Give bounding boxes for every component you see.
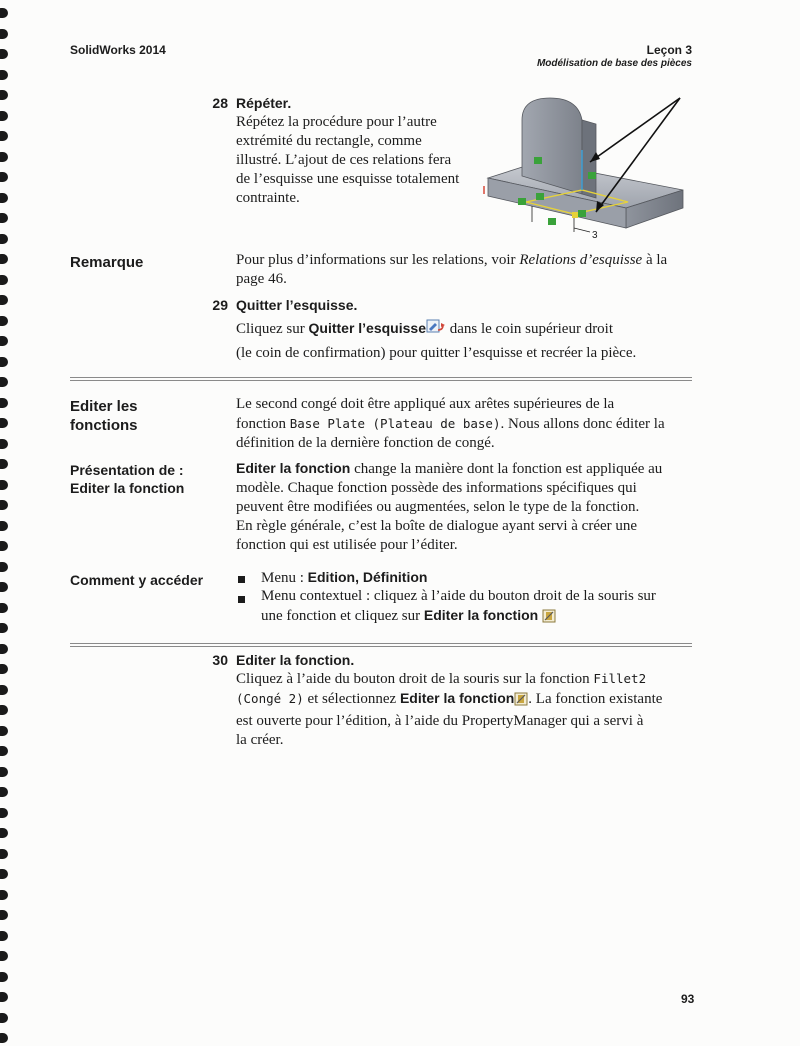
- paragraph-line-post: change la manière dont la fonction est appliquée au: [350, 461, 663, 477]
- binding-ring: [0, 234, 8, 244]
- menu-path-edition-definition: Edition, Définition: [307, 569, 428, 585]
- binding-ring: [0, 746, 8, 756]
- step-30-line: la créer.: [236, 732, 284, 748]
- binding-ring: [0, 357, 8, 367]
- binding-ring: [0, 603, 8, 613]
- binding-ring: [0, 644, 8, 654]
- step-28-line: de l’esquisse une esquisse totalement: [236, 171, 460, 187]
- presentation-label-line: Présentation de :: [70, 462, 184, 478]
- binding-ring: [0, 849, 8, 859]
- section-divider: [70, 377, 692, 381]
- binding-ring: [0, 70, 8, 80]
- presentation-label: [70, 461, 184, 497]
- bullet: [238, 596, 245, 603]
- quitter-esquisse-label: Quitter l’esquisse: [308, 320, 426, 336]
- section-title-line: fonctions: [70, 417, 138, 434]
- remarque-text: [236, 251, 696, 289]
- step-28-number: 28: [212, 95, 228, 111]
- step-29-line2: (le coin de confirmation) pour quitter l’esquisse et recréer la pièce.: [236, 345, 637, 361]
- binding-ring: [0, 480, 8, 490]
- binding-ring: [0, 111, 8, 121]
- remarque-text-line2: page 46.: [236, 271, 287, 287]
- binding-ring: [0, 787, 8, 797]
- binding-ring: [0, 623, 8, 633]
- access-label: Comment y accéder: [70, 572, 204, 588]
- editer-fonctions-text: [236, 395, 696, 453]
- binding-ring: [0, 275, 8, 285]
- step-29-title: Quitter l’esquisse.: [236, 297, 358, 313]
- step-30-title: Editer la fonction.: [236, 652, 355, 668]
- remarque-text-post: à la: [642, 252, 668, 268]
- binding-ring: [0, 213, 8, 223]
- binding-ring: [0, 890, 8, 900]
- binding-ring: [0, 418, 8, 428]
- step-28-line: extrémité du rectangle, comme: [236, 133, 422, 149]
- page-number: 93: [681, 992, 695, 1006]
- binding-ring: [0, 664, 8, 674]
- paragraph-line: peuvent être modifiées ou augmentées, selon le type de la fonction.: [236, 499, 640, 515]
- section-title-line: Editer les: [70, 398, 138, 415]
- step-29-number: 29: [212, 297, 228, 313]
- feature-name-base-plate: Base Plate (Plateau de base): [289, 416, 501, 431]
- binding-ring: [0, 910, 8, 920]
- step-30-number: 30: [212, 652, 228, 668]
- paragraph-line-pre: fonction: [236, 416, 290, 432]
- binding-ring: [0, 295, 8, 305]
- step-28-line: contrainte.: [236, 190, 300, 206]
- step-30-text-mid: et sélectionnez: [303, 691, 400, 707]
- spiral-binding: [0, 0, 14, 1046]
- binding-ring: [0, 500, 8, 510]
- binding-ring: [0, 49, 8, 59]
- binding-ring: [0, 705, 8, 715]
- binding-ring: [0, 767, 8, 777]
- step-28-title: Répéter.: [236, 95, 292, 111]
- binding-ring: [0, 828, 8, 838]
- binding-ring: [0, 29, 8, 39]
- paragraph-line-post: . Nous allons donc éditer la: [500, 416, 665, 432]
- remarque-label: Remarque: [70, 254, 144, 271]
- binding-ring: [0, 541, 8, 551]
- step-30-line: est ouverte pour l’édition, à l’aide du PropertyManager qui a servi à: [236, 713, 644, 729]
- step-28-line: Répétez la procédure pour l’autre: [236, 114, 437, 130]
- paragraph-line: Le second congé doit être appliqué aux arêtes supérieures de la: [236, 396, 615, 412]
- presentation-label-line: Editer la fonction: [70, 480, 185, 496]
- binding-ring: [0, 254, 8, 264]
- binding-ring: [0, 931, 8, 941]
- step-29-text-pre: Cliquez sur: [236, 321, 309, 337]
- paragraph-line: fonction qui est utilisée pour l’éditer.: [236, 537, 458, 553]
- presentation-text: [236, 459, 696, 555]
- binding-ring: [0, 869, 8, 879]
- running-header-title: SolidWorks 2014: [70, 43, 166, 57]
- figure-dimension-label: 3: [592, 230, 598, 241]
- access-bullet-2: [261, 587, 701, 629]
- binding-ring: [0, 459, 8, 469]
- binding-ring: [0, 316, 8, 326]
- step-30-text: [236, 669, 696, 750]
- editer-fonction-command: Editer la fonction: [399, 690, 515, 706]
- feature-name-conge2: (Congé 2): [236, 691, 304, 706]
- binding-ring: [0, 193, 8, 203]
- binding-ring: [0, 1013, 8, 1023]
- binding-ring: [0, 152, 8, 162]
- binding-ring: [0, 951, 8, 961]
- exit-sketch-icon: [426, 318, 446, 342]
- step-28-text: [236, 113, 486, 208]
- binding-ring: [0, 377, 8, 387]
- step-29-text-post: dans le coin supérieur droit: [445, 321, 614, 337]
- section-divider: [70, 643, 692, 647]
- binding-ring: [0, 90, 8, 100]
- access-bullet-1: [261, 568, 701, 588]
- binding-ring: [0, 336, 8, 346]
- binding-ring: [0, 172, 8, 182]
- binding-ring: [0, 685, 8, 695]
- editer-fonction-command: Editer la fonction: [423, 607, 539, 623]
- bullet-text-pre: Menu :: [261, 570, 308, 586]
- binding-ring: [0, 439, 8, 449]
- binding-ring: [0, 8, 8, 18]
- paragraph-line: définition de la dernière fonction de congé.: [236, 435, 495, 451]
- binding-ring: [0, 992, 8, 1002]
- lesson-title: Modélisation de base des pièces: [536, 58, 692, 69]
- binding-ring: [0, 582, 8, 592]
- step-29-line1: [236, 318, 696, 342]
- binding-ring: [0, 808, 8, 818]
- binding-ring: [0, 521, 8, 531]
- part-sketch-figure: [478, 90, 700, 250]
- binding-ring: [0, 726, 8, 736]
- edit-feature-icon: [542, 609, 556, 629]
- bullet-text-pre: une fonction et cliquez sur: [261, 608, 424, 624]
- edit-feature-icon: [514, 692, 528, 712]
- binding-ring: [0, 398, 8, 408]
- running-header-lesson: [537, 43, 692, 70]
- binding-ring: [0, 562, 8, 572]
- step-28-line: illustré. L’ajout de ces relations fera: [236, 152, 452, 168]
- binding-ring: [0, 1033, 8, 1043]
- step-30-text-pre: Cliquez à l’aide du bouton droit de la souris sur la fonction: [236, 671, 594, 687]
- relations-link: Relations d’esquisse: [519, 252, 643, 268]
- paragraph-line: En règle générale, c’est la boîte de dialogue ayant servi à créer une: [236, 518, 638, 534]
- paragraph-line: modèle. Chaque fonction possède des informations spécifiques qui: [236, 480, 637, 496]
- lesson-number: Leçon 3: [646, 43, 692, 57]
- section-title-editer-fonctions: [70, 397, 138, 435]
- step-30-text-post: . La fonction existante: [528, 691, 663, 707]
- feature-name-fillet2: Fillet2: [593, 671, 647, 686]
- editer-fonction-term: Editer la fonction: [236, 460, 351, 476]
- binding-ring: [0, 972, 8, 982]
- binding-ring: [0, 131, 8, 141]
- remarque-text-pre: Pour plus d’informations sur les relations, voir: [236, 252, 520, 268]
- bullet: [238, 576, 245, 583]
- bullet-text-line: Menu contextuel : cliquez à l’aide du bouton droit de la souris sur: [261, 588, 656, 604]
